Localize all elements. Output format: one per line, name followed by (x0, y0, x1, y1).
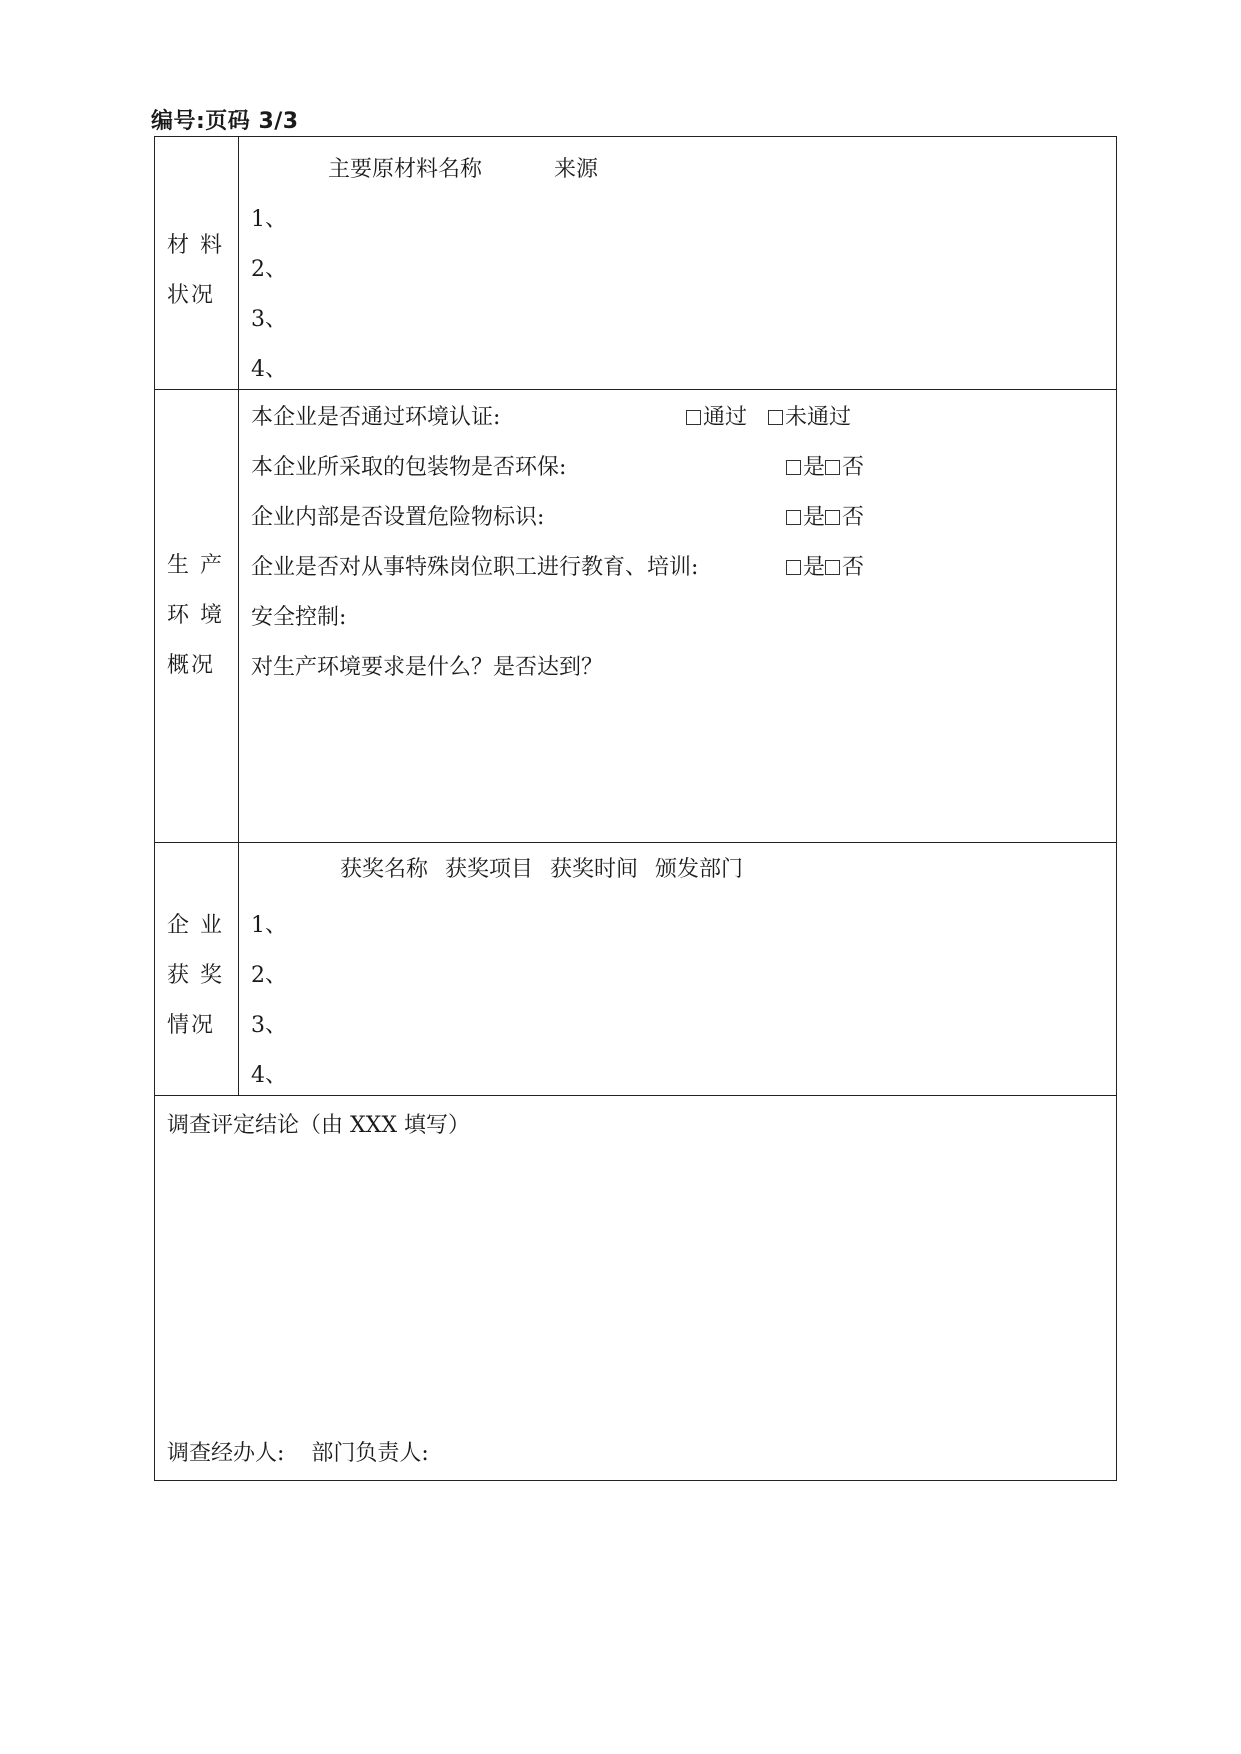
awards-label-1: 企 业 (167, 913, 224, 938)
hazard-sign-options (786, 507, 864, 529)
awards-label-2: 获 奖 (167, 963, 224, 988)
training-question: 企业是否对从事特殊岗位职工进行教育、培训: (251, 555, 699, 580)
dept-head-label: 部门负责人: (311, 1441, 429, 1466)
awards-col-name: 获奖名称 (340, 857, 429, 882)
materials-label-2: 状况 (167, 283, 216, 308)
training-yes-label: 是 (803, 555, 826, 580)
row-divider-1 (155, 389, 1116, 390)
survey-form-table (154, 136, 1117, 1481)
materials-item-1: 1、 (251, 207, 287, 232)
materials-col-name: 主要原材料名称 (328, 157, 483, 182)
awards-label-3: 情况 (167, 1013, 216, 1038)
awards-item-2: 2、 (251, 963, 287, 988)
hazard-yes-checkbox[interactable] (786, 510, 801, 525)
hazard-sign-question: 企业内部是否设置危险物标识: (251, 505, 545, 530)
awards-item-4: 4、 (251, 1063, 287, 1088)
materials-label-1: 材 料 (167, 233, 224, 258)
packaging-no-label: 否 (842, 455, 865, 480)
not-passed-option-label: 未通过 (785, 405, 852, 430)
environment-label-1: 生 产 (167, 553, 224, 578)
row-divider-3 (155, 1095, 1116, 1096)
document-code: 编号:页码 3/3 (151, 109, 299, 134)
training-options (786, 557, 864, 579)
training-no-label: 否 (842, 555, 865, 580)
materials-item-4: 4、 (251, 357, 287, 382)
awards-item-1: 1、 (251, 913, 287, 938)
not-passed-checkbox[interactable] (768, 410, 783, 425)
packaging-yes-checkbox[interactable] (786, 460, 801, 475)
env-requirement-question: 对生产环境要求是什么？是否达到？ (251, 655, 604, 680)
handler-label: 调查经办人: (167, 1441, 285, 1466)
packaging-yes-label: 是 (803, 455, 826, 480)
packaging-no-checkbox[interactable] (825, 460, 840, 475)
awards-item-3: 3、 (251, 1013, 287, 1038)
label-column-divider (238, 137, 239, 1095)
env-cert-options (686, 407, 851, 429)
row-divider-2 (155, 842, 1116, 843)
safety-control-label: 安全控制: (251, 605, 347, 630)
packaging-question: 本企业所采取的包装物是否环保: (251, 455, 567, 480)
signature-line (167, 1443, 429, 1465)
training-no-checkbox[interactable] (825, 560, 840, 575)
environment-label-2: 环 境 (167, 603, 224, 628)
materials-item-3: 3、 (251, 307, 287, 332)
packaging-options (786, 457, 864, 479)
hazard-no-checkbox[interactable] (825, 510, 840, 525)
training-yes-checkbox[interactable] (786, 560, 801, 575)
passed-option-label: 通过 (703, 405, 748, 430)
materials-item-2: 2、 (251, 257, 287, 282)
passed-checkbox[interactable] (686, 410, 701, 425)
awards-col-dept: 颁发部门 (655, 857, 744, 882)
awards-header-row (340, 859, 743, 881)
materials-col-source: 来源 (554, 157, 599, 182)
hazard-yes-label: 是 (803, 505, 826, 530)
environment-label-3: 概况 (167, 653, 216, 678)
awards-col-project: 获奖项目 (445, 857, 534, 882)
env-cert-question: 本企业是否通过环境认证: (251, 405, 501, 430)
awards-col-time: 获奖时间 (550, 857, 639, 882)
conclusion-title: 调查评定结论（由 XXX 填写） (167, 1113, 470, 1138)
hazard-no-label: 否 (842, 505, 865, 530)
